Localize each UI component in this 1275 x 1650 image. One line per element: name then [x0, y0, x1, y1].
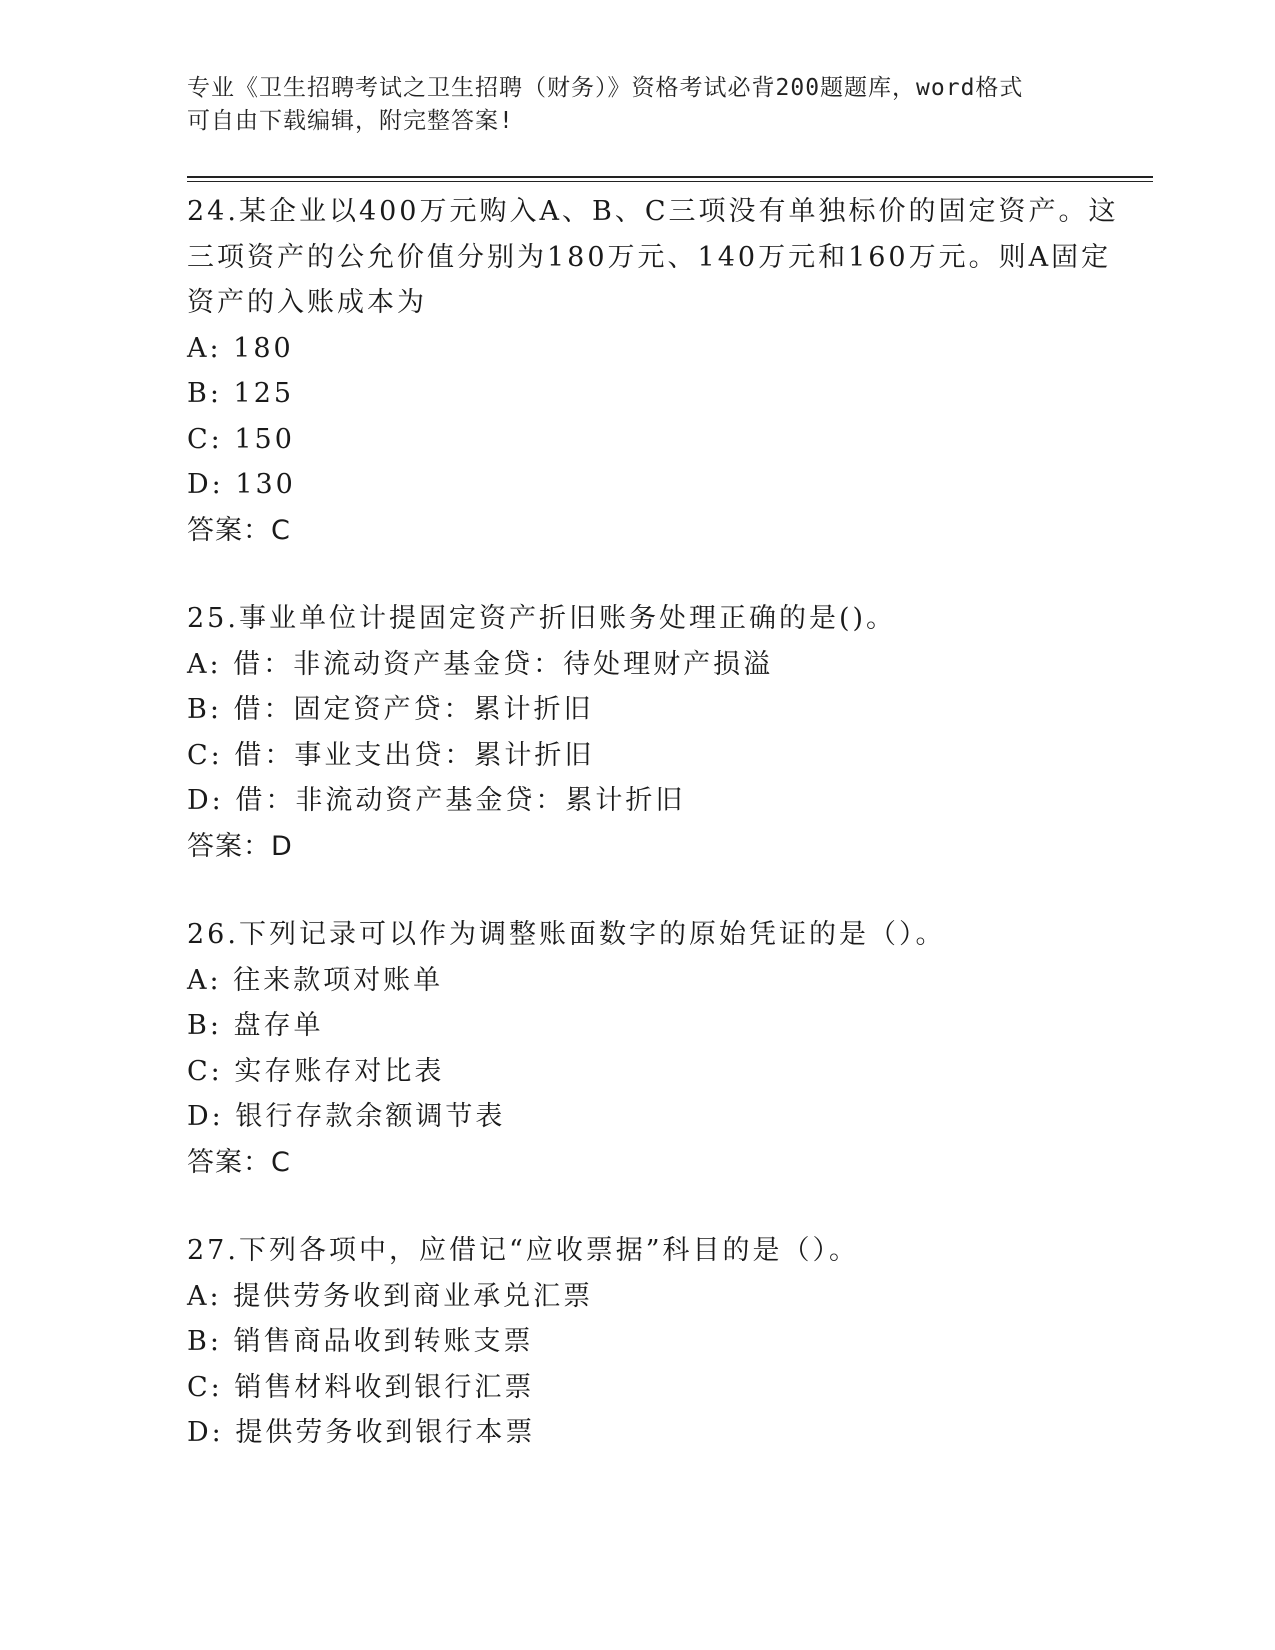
- option-b: B: 销售商品收到转账支票: [187, 1326, 534, 1357]
- option-d: D: 借：非流动资产基金贷：累计折旧: [187, 785, 686, 816]
- question-24: [187, 189, 1119, 553]
- option-a: A: 提供劳务收到商业承兑汇票: [187, 1280, 594, 1312]
- question-27: [187, 1228, 1087, 1456]
- answer-line: 答案：D: [187, 830, 293, 862]
- answer-line: 答案：C: [187, 1146, 291, 1178]
- question-list: [187, 189, 1119, 1499]
- question-stem-line: 27.下列各项中，应借记“应收票据”科目的是（）。: [187, 1235, 860, 1266]
- option-b: B: 125: [187, 378, 295, 409]
- option-c: C: 销售材料收到银行汇票: [187, 1371, 535, 1403]
- answer-line: 答案：C: [187, 514, 291, 546]
- question-stem-line: 26.下列记录可以作为调整账面数字的原始凭证的是（）。: [187, 919, 946, 950]
- question-stem-line: 三项资产的公允价值分别为180万元、140万元和160万元。则A固定: [187, 241, 1112, 273]
- header-divider-thick: [187, 176, 1153, 178]
- question-stem: [187, 1228, 1087, 1274]
- option-c: C: 实存账存对比表: [187, 1055, 445, 1087]
- option-a: A: 180: [187, 332, 294, 364]
- question-stem: [187, 596, 1087, 642]
- question-stem-line: 25.事业单位计提固定资产折旧账务处理正确的是()。: [187, 603, 897, 634]
- option-a: A: 借：非流动资产基金贷：待处理财产损溢: [187, 648, 774, 680]
- question-25: [187, 596, 1087, 869]
- option-c: C: 150: [187, 423, 295, 455]
- question-stem-line: 资产的入账成本为: [187, 287, 427, 318]
- question-stem: [187, 189, 1119, 326]
- option-b: B: 盘存单: [187, 1010, 324, 1041]
- header-line-2: 可自由下载编辑，附完整答案!: [187, 108, 514, 134]
- option-d: D: 130: [187, 469, 296, 500]
- header-line-1: 专业《卫生招聘考试之卫生招聘（财务）》资格考试必背200题题库，word格式: [187, 75, 1024, 101]
- option-c: C: 借：事业支出贷：累计折旧: [187, 739, 595, 771]
- option-b: B: 借：固定资产贷：累计折旧: [187, 694, 594, 725]
- option-d: D: 银行存款余额调节表: [187, 1101, 506, 1132]
- question-stem: [187, 912, 1087, 958]
- question-26: [187, 912, 1087, 1185]
- option-a: A: 往来款项对账单: [187, 964, 444, 996]
- question-stem-line: 24.某企业以400万元购入A、B、C三项没有单独标价的固定资产。这: [187, 196, 1119, 227]
- header-divider-thin: [187, 181, 1153, 182]
- option-d: D: 提供劳务收到银行本票: [187, 1417, 536, 1448]
- document-header: [187, 72, 1067, 138]
